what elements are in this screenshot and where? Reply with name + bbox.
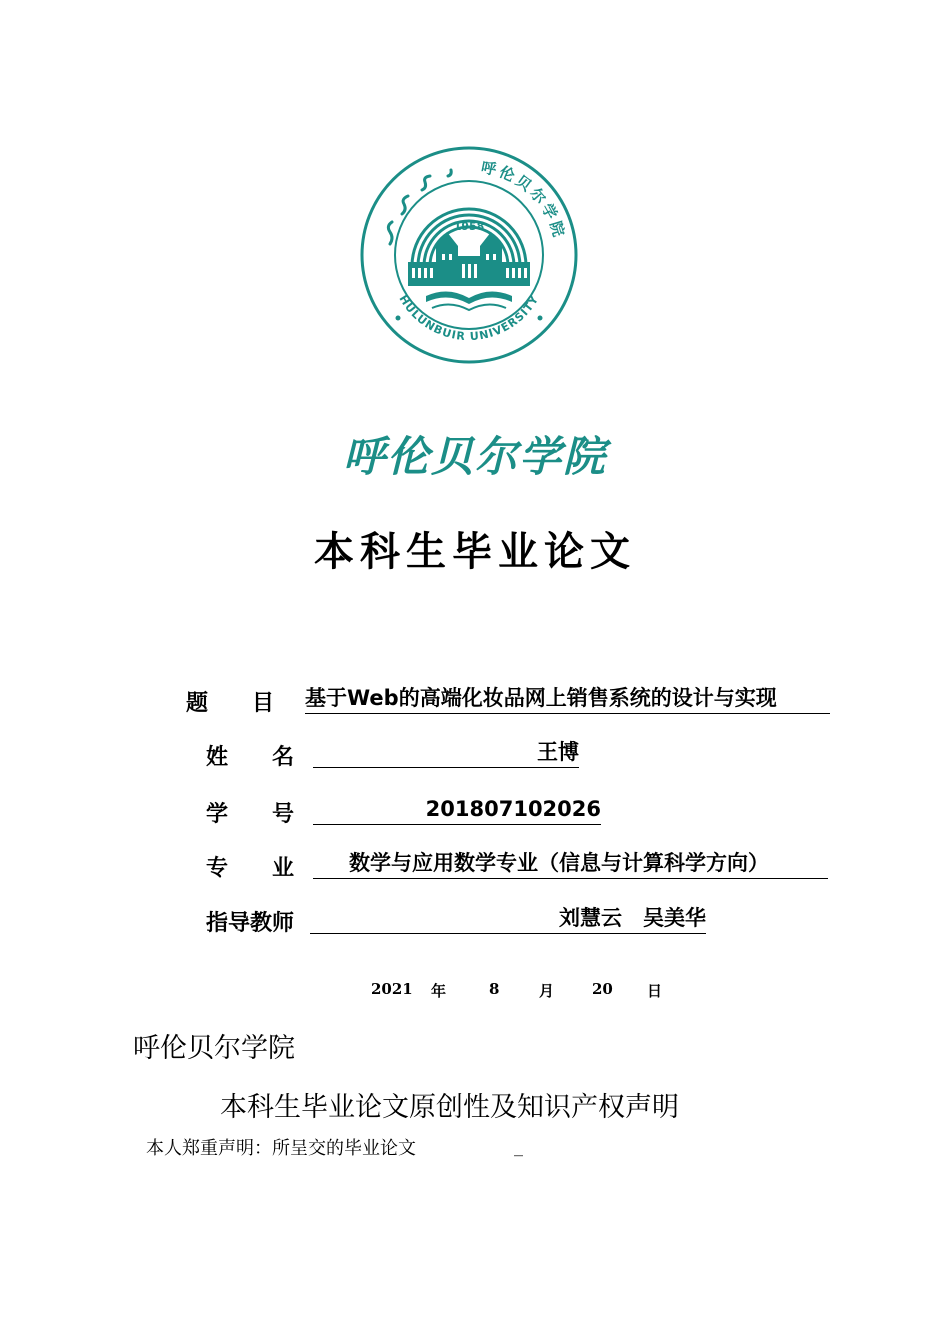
name-value: 王博	[313, 738, 579, 768]
page2-school-name: 呼伦贝尔学院	[133, 1033, 295, 1064]
school-name-calligraphy: 呼伦贝尔学院	[342, 432, 607, 481]
declaration-title: 本科生毕业论文原创性及知识产权声明	[220, 1092, 679, 1123]
title-value: 基于Web的高端化妆品网上销售系统的设计与实现	[305, 684, 830, 714]
date-day-unit: 日	[647, 982, 663, 1000]
date-day: 20	[592, 980, 613, 998]
thesis-type-title: 本科生毕业论文	[314, 529, 636, 575]
advisor-value: 刘慧云 吴美华	[310, 904, 706, 934]
date-month: 8	[489, 980, 500, 998]
university-logo	[360, 146, 578, 364]
student-id-value: 201807102026	[313, 795, 601, 825]
title-label: 题 目	[186, 691, 275, 716]
logo-year: 1958	[453, 220, 485, 233]
svg-text:呼伦贝尔学院: 呼伦贝尔学院	[479, 158, 569, 242]
advisor-label: 指导教师	[206, 911, 295, 936]
svg-text:HULUNBUIR UNIVERSITY: HULUNBUIR UNIVERSITY	[396, 292, 542, 344]
declaration-text: 本人郑重声明：所呈交的毕业论文	[146, 1138, 416, 1159]
date-year-unit: 年	[431, 982, 447, 1000]
date-year: 2021	[371, 980, 413, 998]
declaration-underscore: _	[514, 1136, 523, 1157]
student-id-label: 学 号	[206, 802, 295, 827]
major-value: 数学与应用数学专业（信息与计算科学方向）	[313, 849, 828, 879]
major-label: 专 业	[206, 856, 295, 881]
name-label: 姓 名	[206, 745, 295, 770]
date-month-unit: 月	[539, 982, 555, 1000]
